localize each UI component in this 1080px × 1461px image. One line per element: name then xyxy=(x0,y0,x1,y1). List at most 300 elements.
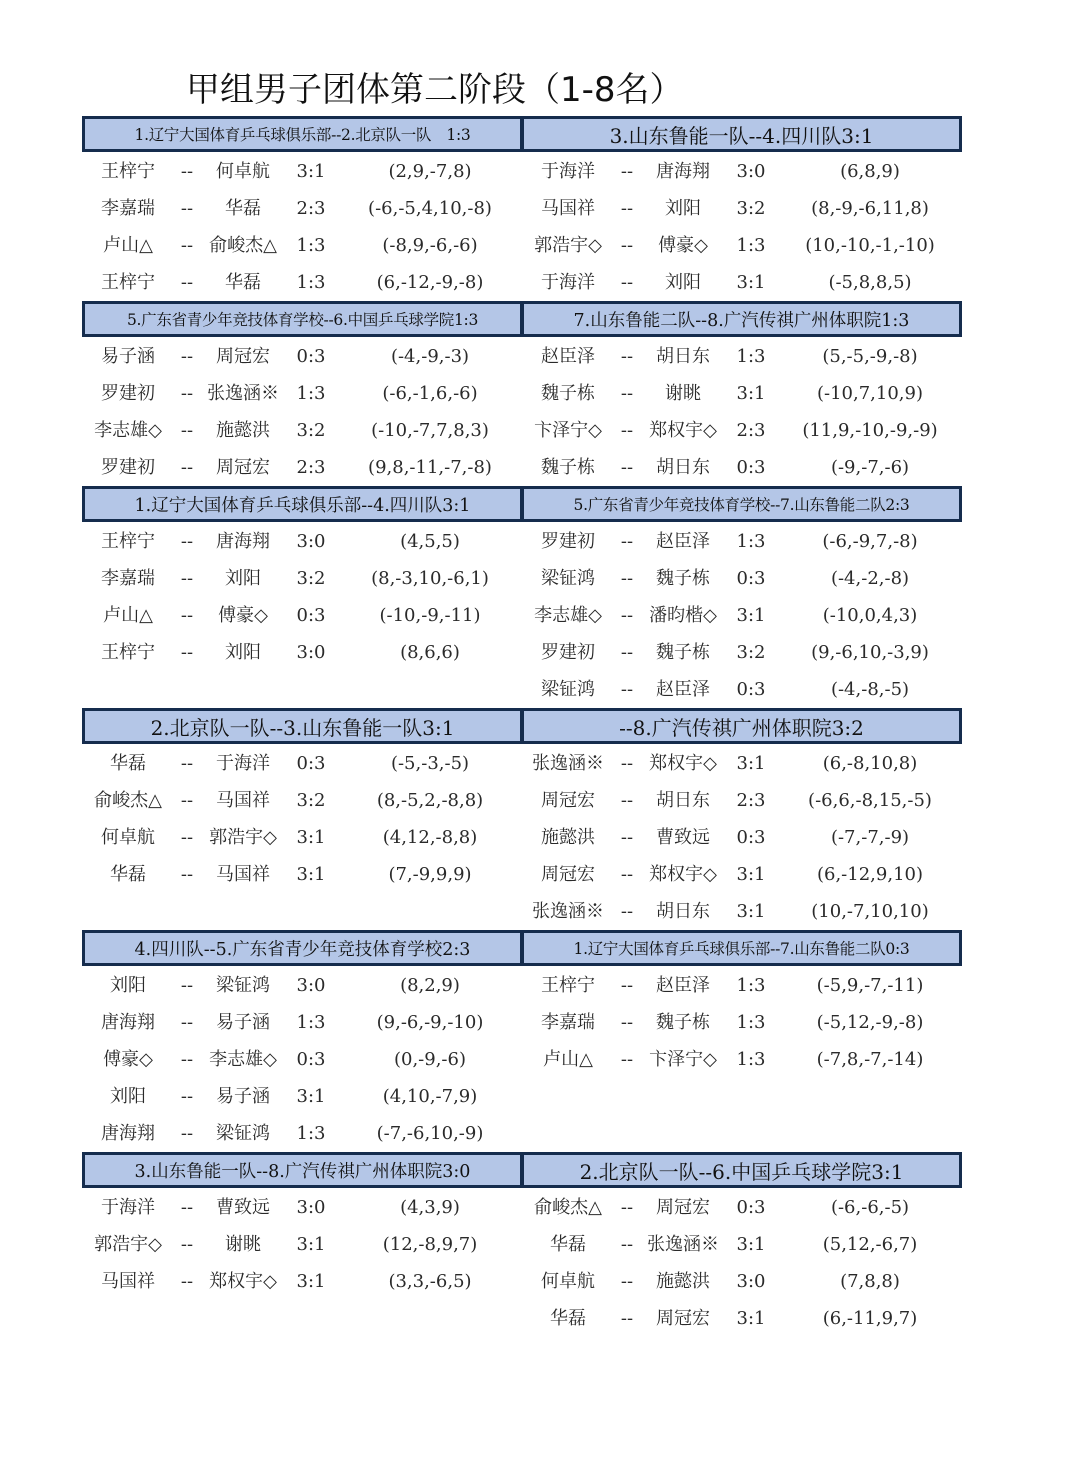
player-home: 罗建初 xyxy=(541,642,595,663)
player-home: 郭浩宇◇ xyxy=(94,1234,162,1255)
match-score: 3:0 xyxy=(296,1197,326,1218)
separator: -- xyxy=(180,235,194,256)
match-score: 2:3 xyxy=(736,420,766,441)
match-results-grid xyxy=(82,116,962,1337)
match-score: 1:3 xyxy=(736,975,766,996)
match-score: 3:1 xyxy=(296,1234,326,1255)
player-away: 唐海翔 xyxy=(656,161,710,182)
game-scores: (4,5,5) xyxy=(400,531,460,552)
game-scores: (6,-12,9,10) xyxy=(816,864,923,885)
game-scores: (7,8,8) xyxy=(840,1271,900,1292)
match-score: 0:3 xyxy=(296,753,326,774)
match-score: 3:2 xyxy=(736,198,766,219)
player-away: 梁钲鸿 xyxy=(216,975,270,996)
match-score: 2:3 xyxy=(296,198,326,219)
player-home: 卞泽宁◇ xyxy=(534,420,602,441)
match-score: 3:1 xyxy=(296,827,326,848)
match-header: 1.辽宁大国体育乒乓球俱乐部--4.四川队3:1 xyxy=(82,486,522,522)
game-scores: (-7,-6,10,-9) xyxy=(376,1123,484,1144)
game-scores: (9,-6,-9,-10) xyxy=(376,1012,484,1033)
separator: -- xyxy=(620,864,634,885)
player-home: 罗建初 xyxy=(101,457,155,478)
player-home: 马国祥 xyxy=(101,1271,155,1292)
match-block xyxy=(82,116,962,301)
separator: -- xyxy=(620,531,634,552)
game-scores: (4,12,-8,8) xyxy=(382,827,478,848)
player-away: 马国祥 xyxy=(216,864,270,885)
table-row xyxy=(82,1078,522,1115)
match-score: 3:0 xyxy=(296,975,326,996)
match-score: 1:3 xyxy=(736,1012,766,1033)
match-rows xyxy=(522,1188,962,1337)
game-scores: (5,12,-6,7) xyxy=(822,1234,918,1255)
table-row xyxy=(82,1004,522,1041)
separator: -- xyxy=(620,1271,634,1292)
player-away: 华磊 xyxy=(225,198,261,219)
separator: -- xyxy=(180,383,194,404)
table-row xyxy=(82,190,522,227)
match-header: 3.山东鲁能一队--8.广汽传祺广州体职院3:0 xyxy=(82,1152,522,1188)
player-home: 唐海翔 xyxy=(101,1012,155,1033)
match-score: 3:1 xyxy=(296,1271,326,1292)
game-scores: (-7,-7,-9) xyxy=(830,827,910,848)
player-away: 潘昀楷◇ xyxy=(649,605,717,626)
player-away: 傅豪◇ xyxy=(658,235,708,256)
match-score: 0:3 xyxy=(736,568,766,589)
match-score: 3:2 xyxy=(296,420,326,441)
table-row xyxy=(522,597,962,634)
player-away: 谢眺 xyxy=(225,1234,261,1255)
player-home: 王梓宁 xyxy=(541,975,595,996)
player-away: 胡日东 xyxy=(656,790,710,811)
table-row xyxy=(522,819,962,856)
player-away: 周冠宏 xyxy=(656,1197,710,1218)
game-scores: (0,-9,-6) xyxy=(393,1049,466,1070)
player-home: 华磊 xyxy=(110,864,146,885)
separator: -- xyxy=(180,420,194,441)
game-scores: (-6,-6,-5) xyxy=(830,1197,910,1218)
player-home: 赵臣泽 xyxy=(541,346,595,367)
player-away: 赵臣泽 xyxy=(656,531,710,552)
separator: -- xyxy=(620,753,634,774)
separator: -- xyxy=(620,383,634,404)
table-row xyxy=(82,412,522,449)
match-score: 3:1 xyxy=(736,272,766,293)
match-score: 3:0 xyxy=(296,531,326,552)
game-scores: (4,3,9) xyxy=(400,1197,460,1218)
table-row xyxy=(522,153,962,190)
match-rows xyxy=(522,522,962,708)
separator: -- xyxy=(620,272,634,293)
player-away: 谢眺 xyxy=(665,383,701,404)
separator: -- xyxy=(180,198,194,219)
table-row xyxy=(82,264,522,301)
separator: -- xyxy=(180,827,194,848)
table-row xyxy=(522,227,962,264)
match-score: 2:3 xyxy=(736,790,766,811)
separator: -- xyxy=(620,605,634,626)
player-away: 赵臣泽 xyxy=(656,975,710,996)
player-away: 曹致远 xyxy=(656,827,710,848)
match-score: 1:3 xyxy=(296,1012,326,1033)
match-panel-right xyxy=(522,116,962,301)
match-score: 0:3 xyxy=(296,1049,326,1070)
player-away: 施懿洪 xyxy=(656,1271,710,1292)
separator: -- xyxy=(180,1123,194,1144)
separator: -- xyxy=(620,679,634,700)
match-rows xyxy=(82,966,522,1152)
match-score: 3:1 xyxy=(296,1086,326,1107)
table-row xyxy=(82,1226,522,1263)
table-row xyxy=(82,449,522,486)
separator: -- xyxy=(180,975,194,996)
player-away: 梁钲鸿 xyxy=(216,1123,270,1144)
game-scores: (5,-5,-9,-8) xyxy=(822,346,918,367)
match-score: 1:3 xyxy=(296,1123,326,1144)
table-row xyxy=(82,597,522,634)
match-header: 7.山东鲁能二队--8.广汽传祺广州体职院1:3 xyxy=(522,301,962,337)
match-score: 3:1 xyxy=(296,864,326,885)
table-row xyxy=(522,449,962,486)
separator: -- xyxy=(180,864,194,885)
separator: -- xyxy=(180,1049,194,1070)
table-row xyxy=(82,338,522,375)
separator: -- xyxy=(180,346,194,367)
game-scores: (-10,0,4,3) xyxy=(822,605,918,626)
match-score: 3:1 xyxy=(736,753,766,774)
player-home: 张逸涵※ xyxy=(532,753,604,774)
game-scores: (6,8,9) xyxy=(840,161,900,182)
player-home: 俞峻杰△ xyxy=(94,790,162,811)
player-home: 于海洋 xyxy=(541,272,595,293)
player-home: 王梓宁 xyxy=(101,642,155,663)
player-home: 易子涵 xyxy=(101,346,155,367)
player-away: 于海洋 xyxy=(216,753,270,774)
separator: -- xyxy=(180,642,194,663)
separator: -- xyxy=(620,1049,634,1070)
separator: -- xyxy=(180,753,194,774)
match-score: 0:3 xyxy=(736,1197,766,1218)
game-scores: (-5,-3,-5) xyxy=(390,753,470,774)
match-rows xyxy=(82,337,522,486)
table-row xyxy=(82,153,522,190)
table-row xyxy=(82,523,522,560)
player-home: 张逸涵※ xyxy=(532,901,604,922)
player-away: 唐海翔 xyxy=(216,531,270,552)
match-panel-right xyxy=(522,1152,962,1337)
separator: -- xyxy=(180,1271,194,1292)
match-score: 0:3 xyxy=(736,679,766,700)
player-away: 郑权宇◇ xyxy=(209,1271,277,1292)
game-scores: (-6,-1,6,-6) xyxy=(382,383,478,404)
game-scores: (10,-7,10,10) xyxy=(811,901,929,922)
table-row xyxy=(522,1004,962,1041)
game-scores: (8,-9,-6,11,8) xyxy=(811,198,929,219)
match-rows xyxy=(522,966,962,1078)
player-away: 魏子栋 xyxy=(656,1012,710,1033)
separator: -- xyxy=(180,1012,194,1033)
match-score: 3:1 xyxy=(736,383,766,404)
match-header: 2.北京队一队--3.山东鲁能一队3:1 xyxy=(82,708,522,744)
player-home: 周冠宏 xyxy=(541,790,595,811)
game-scores: (8,-3,10,-6,1) xyxy=(371,568,489,589)
match-score: 1:3 xyxy=(736,235,766,256)
match-score: 0:3 xyxy=(736,827,766,848)
player-home: 于海洋 xyxy=(101,1197,155,1218)
match-score: 1:3 xyxy=(736,346,766,367)
table-row xyxy=(522,634,962,671)
player-away: 张逸涵※ xyxy=(647,1234,719,1255)
player-away: 胡日东 xyxy=(656,346,710,367)
separator: -- xyxy=(620,568,634,589)
separator: -- xyxy=(620,161,634,182)
match-score: 3:1 xyxy=(736,901,766,922)
table-row xyxy=(522,1226,962,1263)
separator: -- xyxy=(180,272,194,293)
game-scores: (2,9,-7,8) xyxy=(388,161,472,182)
table-row xyxy=(522,1263,962,1300)
player-home: 华磊 xyxy=(110,753,146,774)
match-score: 3:2 xyxy=(296,568,326,589)
player-away: 傅豪◇ xyxy=(218,605,268,626)
match-header: 2.北京队一队--6.中国乒乓球学院3:1 xyxy=(522,1152,962,1188)
player-away: 曹致远 xyxy=(216,1197,270,1218)
match-header: 3.山东鲁能一队--4.四川队3:1 xyxy=(522,116,962,152)
match-block xyxy=(82,930,962,1152)
separator: -- xyxy=(180,568,194,589)
player-home: 何卓航 xyxy=(101,827,155,848)
game-scores: (9,8,-11,-7,-8) xyxy=(368,457,492,478)
player-away: 魏子栋 xyxy=(656,568,710,589)
match-rows xyxy=(522,152,962,301)
table-row xyxy=(522,190,962,227)
game-scores: (-9,-7,-6) xyxy=(830,457,910,478)
player-away: 张逸涵※ xyxy=(207,383,279,404)
player-home: 李志雄◇ xyxy=(534,605,602,626)
match-block xyxy=(82,708,962,930)
game-scores: (6,-11,9,7) xyxy=(822,1308,918,1329)
game-scores: (4,10,-7,9) xyxy=(382,1086,478,1107)
separator: -- xyxy=(620,1234,634,1255)
table-row xyxy=(82,1263,522,1300)
player-home: 何卓航 xyxy=(541,1271,595,1292)
player-home: 王梓宁 xyxy=(101,161,155,182)
table-row xyxy=(82,1115,522,1152)
game-scores: (6,-12,-9,-8) xyxy=(376,272,484,293)
table-row xyxy=(522,856,962,893)
match-rows xyxy=(522,337,962,486)
match-rows xyxy=(522,744,962,930)
match-score: 3:1 xyxy=(296,161,326,182)
match-header: 4.四川队--5.广东省青少年竞技体育学校2:3 xyxy=(82,930,522,966)
player-away: 魏子栋 xyxy=(656,642,710,663)
game-scores: (-5,9,-7,-11) xyxy=(816,975,924,996)
separator: -- xyxy=(620,198,634,219)
match-header: 1.辽宁大国体育乒乓球俱乐部--7.山东鲁能二队0:3 xyxy=(522,930,962,966)
table-row xyxy=(522,1189,962,1226)
match-rows xyxy=(82,1188,522,1300)
player-away: 郑权宇◇ xyxy=(649,753,717,774)
player-away: 胡日东 xyxy=(656,457,710,478)
game-scores: (8,6,6) xyxy=(400,642,460,663)
game-scores: (-6,6,-8,15,-5) xyxy=(808,790,932,811)
separator: -- xyxy=(620,642,634,663)
match-panel-left xyxy=(82,1152,522,1337)
game-scores: (8,2,9) xyxy=(400,975,460,996)
separator: -- xyxy=(620,975,634,996)
separator: -- xyxy=(180,1197,194,1218)
game-scores: (-5,8,8,5) xyxy=(828,272,912,293)
player-home: 王梓宁 xyxy=(101,272,155,293)
table-row xyxy=(82,856,522,893)
match-score: 3:0 xyxy=(736,1271,766,1292)
table-row xyxy=(82,745,522,782)
table-row xyxy=(82,375,522,412)
separator: -- xyxy=(620,1012,634,1033)
player-home: 于海洋 xyxy=(541,161,595,182)
player-home: 李嘉瑞 xyxy=(101,198,155,219)
table-row xyxy=(522,745,962,782)
player-away: 刘阳 xyxy=(225,642,261,663)
match-score: 3:0 xyxy=(736,161,766,182)
player-away: 周冠宏 xyxy=(216,457,270,478)
player-away: 胡日东 xyxy=(656,901,710,922)
separator: -- xyxy=(180,605,194,626)
match-score: 3:2 xyxy=(736,642,766,663)
player-home: 魏子栋 xyxy=(541,383,595,404)
player-away: 郑权宇◇ xyxy=(649,420,717,441)
table-row xyxy=(522,560,962,597)
table-row xyxy=(82,227,522,264)
game-scores: (-4,-8,-5) xyxy=(830,679,910,700)
player-home: 李志雄◇ xyxy=(94,420,162,441)
table-row xyxy=(522,338,962,375)
game-scores: (-10,-9,-11) xyxy=(379,605,481,626)
separator: -- xyxy=(620,235,634,256)
table-row xyxy=(522,967,962,1004)
match-panel-left xyxy=(82,301,522,486)
table-row xyxy=(82,1189,522,1226)
game-scores: (-7,8,-7,-14) xyxy=(816,1049,924,1070)
match-panel-right xyxy=(522,708,962,930)
player-away: 刘阳 xyxy=(225,568,261,589)
player-away: 周冠宏 xyxy=(656,1308,710,1329)
game-scores: (-4,-9,-3) xyxy=(390,346,470,367)
player-home: 梁钲鸿 xyxy=(541,568,595,589)
table-row xyxy=(522,1300,962,1337)
player-away: 赵臣泽 xyxy=(656,679,710,700)
player-away: 卞泽宁◇ xyxy=(649,1049,717,1070)
table-row xyxy=(82,819,522,856)
player-home: 卢山△ xyxy=(543,1049,593,1070)
table-row xyxy=(522,671,962,708)
match-score: 1:3 xyxy=(296,235,326,256)
game-scores: (-6,-5,4,10,-8) xyxy=(368,198,492,219)
game-scores: (7,-9,9,9) xyxy=(388,864,472,885)
match-panel-left xyxy=(82,930,522,1152)
player-away: 俞峻杰△ xyxy=(209,235,277,256)
match-rows xyxy=(82,744,522,893)
separator: -- xyxy=(180,790,194,811)
separator: -- xyxy=(620,1308,634,1329)
match-score: 2:3 xyxy=(296,457,326,478)
player-home: 梁钲鸿 xyxy=(541,679,595,700)
table-row xyxy=(522,893,962,930)
match-panel-right xyxy=(522,486,962,708)
player-home: 施懿洪 xyxy=(541,827,595,848)
player-home: 魏子栋 xyxy=(541,457,595,478)
game-scores: (-10,-7,7,8,3) xyxy=(371,420,489,441)
match-score: 1:3 xyxy=(296,383,326,404)
separator: -- xyxy=(180,1086,194,1107)
player-away: 郑权宇◇ xyxy=(649,864,717,885)
match-score: 1:3 xyxy=(296,272,326,293)
match-score: 3:1 xyxy=(736,864,766,885)
table-row xyxy=(522,412,962,449)
separator: -- xyxy=(180,531,194,552)
separator: -- xyxy=(180,457,194,478)
page-title: 甲组男子团体第二阶段（1-8名） xyxy=(186,70,684,110)
match-score: 0:3 xyxy=(296,346,326,367)
match-panel-left xyxy=(82,116,522,301)
table-row xyxy=(82,967,522,1004)
match-panel-left xyxy=(82,486,522,708)
match-panel-right xyxy=(522,930,962,1152)
separator: -- xyxy=(620,420,634,441)
player-away: 何卓航 xyxy=(216,161,270,182)
table-row xyxy=(82,782,522,819)
separator: -- xyxy=(180,161,194,182)
player-away: 施懿洪 xyxy=(216,420,270,441)
table-row xyxy=(82,560,522,597)
match-score: 1:3 xyxy=(736,531,766,552)
player-home: 王梓宁 xyxy=(101,531,155,552)
table-row xyxy=(522,375,962,412)
game-scores: (9,-6,10,-3,9) xyxy=(811,642,929,663)
table-row xyxy=(82,634,522,671)
game-scores: (-8,9,-6,-6) xyxy=(382,235,478,256)
player-home: 华磊 xyxy=(550,1234,586,1255)
match-header: 5.广东省青少年竞技体育学校--7.山东鲁能二队2:3 xyxy=(522,486,962,522)
match-score: 3:1 xyxy=(736,1308,766,1329)
game-scores: (-10,7,10,9) xyxy=(816,383,923,404)
table-row xyxy=(522,264,962,301)
match-block xyxy=(82,1152,962,1337)
game-scores: (-5,12,-9,-8) xyxy=(816,1012,924,1033)
match-score: 3:2 xyxy=(296,790,326,811)
match-panel-right xyxy=(522,301,962,486)
table-row xyxy=(522,782,962,819)
player-home: 罗建初 xyxy=(541,531,595,552)
table-row xyxy=(522,1041,962,1078)
separator: -- xyxy=(620,346,634,367)
table-row xyxy=(522,523,962,560)
player-away: 刘阳 xyxy=(665,198,701,219)
player-home: 俞峻杰△ xyxy=(534,1197,602,1218)
player-home: 华磊 xyxy=(550,1308,586,1329)
match-score: 3:1 xyxy=(736,1234,766,1255)
player-away: 易子涵 xyxy=(216,1012,270,1033)
match-score: 0:3 xyxy=(736,457,766,478)
table-row xyxy=(82,1041,522,1078)
match-block xyxy=(82,486,962,708)
player-away: 马国祥 xyxy=(216,790,270,811)
match-score: 3:0 xyxy=(296,642,326,663)
player-home: 傅豪◇ xyxy=(103,1049,153,1070)
player-away: 郭浩宇◇ xyxy=(209,827,277,848)
separator: -- xyxy=(620,790,634,811)
player-home: 马国祥 xyxy=(541,198,595,219)
